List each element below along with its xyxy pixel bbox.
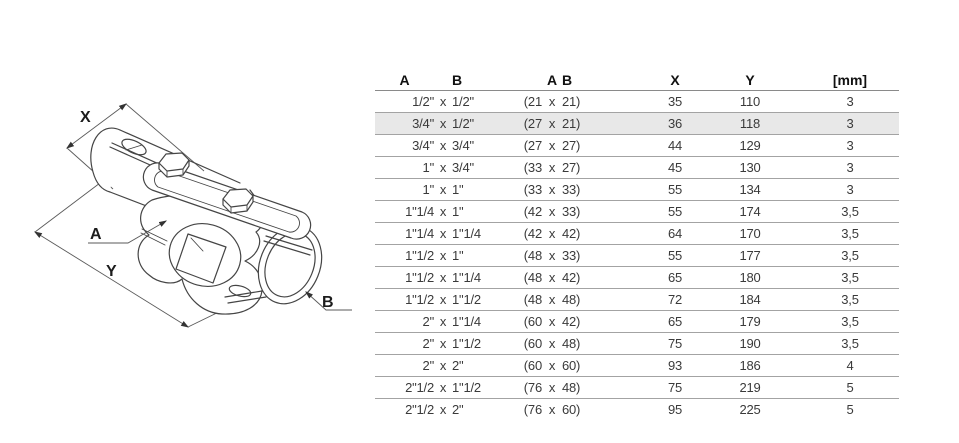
x-separator: x <box>439 380 447 395</box>
table-row <box>375 113 899 135</box>
wall-thickness: 3,5 <box>841 248 859 263</box>
dim-x: 44 <box>667 138 683 153</box>
size-b-mm: 27) <box>562 160 581 175</box>
x-separator: x <box>439 182 447 197</box>
size-b-inch: 3/4" <box>452 138 474 153</box>
dim-x: 45 <box>667 160 683 175</box>
x-separator: x <box>548 358 556 373</box>
x-separator: x <box>439 336 447 351</box>
wall-thickness: 3,5 <box>841 226 859 241</box>
dimension-label-y: Y <box>106 263 117 280</box>
dim-x: 55 <box>667 248 683 263</box>
dim-y: 130 <box>739 160 761 175</box>
dim-x: 75 <box>667 336 683 351</box>
x-separator: x <box>548 204 556 219</box>
size-a-inch: 1"1/4 <box>405 226 434 241</box>
wall-thickness: 3,5 <box>841 336 859 351</box>
x-separator: x <box>548 116 556 131</box>
size-a-mm: (60 <box>523 358 542 373</box>
x-separator: x <box>548 160 556 175</box>
wall-thickness: 3 <box>846 138 854 153</box>
table-row <box>375 311 899 333</box>
size-b-inch: 1"1/2 <box>452 380 481 395</box>
dimension-label-x: X <box>80 109 91 126</box>
dim-y: 179 <box>739 314 761 329</box>
x-separator: x <box>439 116 447 131</box>
table-row <box>375 333 899 355</box>
size-b-mm: 27) <box>562 138 581 153</box>
dim-y: 180 <box>739 270 761 285</box>
wall-thickness: 3,5 <box>841 292 859 307</box>
size-a-mm: (21 <box>523 94 542 109</box>
size-a-mm: (48 <box>523 248 542 263</box>
x-separator: x <box>548 402 556 417</box>
wall-thickness: 3,5 <box>841 204 859 219</box>
dim-x: 64 <box>667 226 683 241</box>
table-row <box>375 289 899 311</box>
table-row <box>375 179 899 201</box>
size-a-inch: 3/4" <box>412 138 434 153</box>
end-label-a: A <box>90 226 102 243</box>
dim-x: 75 <box>667 380 683 395</box>
table-row <box>375 223 899 245</box>
size-table-header <box>375 60 899 91</box>
size-a-inch: 1"1/2 <box>405 292 434 307</box>
cell-gap <box>770 267 801 288</box>
size-b-inch: 2" <box>452 358 464 373</box>
size-b-inch: 1" <box>452 182 464 197</box>
size-table <box>375 60 899 420</box>
size-b-mm: 48) <box>562 380 581 395</box>
size-a-mm: (60 <box>523 314 542 329</box>
x-separator: x <box>548 380 556 395</box>
hex-bolt-right <box>223 189 253 213</box>
cell-gap <box>770 135 801 156</box>
wall-thickness: 3 <box>846 160 854 175</box>
wall-thickness: 3,5 <box>841 270 859 285</box>
col-header-thickness: [mm] <box>832 72 868 88</box>
size-b-mm: 42) <box>562 270 581 285</box>
size-a-mm: (76 <box>523 402 542 417</box>
dim-x: 55 <box>667 204 683 219</box>
x-separator: x <box>548 248 556 263</box>
x-separator: x <box>548 314 556 329</box>
size-b-mm: 21) <box>562 94 581 109</box>
dim-x: 72 <box>667 292 683 307</box>
size-a-inch: 2" <box>422 336 434 351</box>
x-separator: x <box>439 138 447 153</box>
x-separator: x <box>548 182 556 197</box>
cell-gap <box>770 333 801 354</box>
dim-y: 190 <box>739 336 761 351</box>
cell-gap <box>770 157 801 178</box>
dim-y: 118 <box>739 116 761 131</box>
x-separator: x <box>548 270 556 285</box>
cell-gap <box>770 377 801 398</box>
size-a-inch: 1"1/4 <box>405 204 434 219</box>
size-b-inch: 1"1/4 <box>452 226 481 241</box>
dim-x: 95 <box>667 402 683 417</box>
dim-x: 55 <box>667 182 683 197</box>
x-separator: x <box>439 248 447 263</box>
size-a-mm: (48 <box>523 270 542 285</box>
dim-y: 184 <box>739 292 761 307</box>
x-separator: x <box>548 292 556 307</box>
x-separator: x <box>439 160 447 175</box>
cell-gap <box>770 399 801 420</box>
size-a-inch: 1"1/2 <box>405 248 434 263</box>
dim-x: 35 <box>667 94 683 109</box>
dim-y: 225 <box>739 402 761 417</box>
dim-x: 65 <box>667 270 683 285</box>
size-a-inch: 1" <box>422 160 434 175</box>
wall-thickness: 5 <box>846 402 854 417</box>
size-b-inch: 1/2" <box>452 94 474 109</box>
dim-y: 170 <box>739 226 761 241</box>
table-row <box>375 355 899 377</box>
wall-thickness: 4 <box>846 358 854 373</box>
size-b-mm: 60) <box>562 358 581 373</box>
table-row <box>375 399 899 420</box>
x-separator: x <box>439 270 447 285</box>
col-header-x: X <box>670 72 680 88</box>
x-separator: x <box>439 226 447 241</box>
size-a-mm: (42 <box>523 204 542 219</box>
size-b-inch: 1"1/4 <box>452 270 481 285</box>
wall-thickness: 3 <box>846 182 854 197</box>
clamp-technical-drawing <box>0 0 375 443</box>
cell-gap <box>770 355 801 376</box>
cell-gap <box>770 113 801 134</box>
col-header-y: Y <box>745 72 755 88</box>
wall-thickness: 5 <box>846 380 854 395</box>
size-a-inch: 3/4" <box>412 116 434 131</box>
dim-y: 110 <box>739 94 761 109</box>
cell-gap <box>770 311 801 332</box>
x-separator: x <box>548 336 556 351</box>
wall-thickness: 3 <box>846 116 854 131</box>
wall-thickness: 3,5 <box>841 314 859 329</box>
col-header-a-mm: A <box>546 72 558 88</box>
x-separator: x <box>548 94 556 109</box>
cell-gap <box>770 201 801 222</box>
table-row <box>375 157 899 179</box>
size-a-inch: 2" <box>422 358 434 373</box>
size-b-inch: 1" <box>452 204 464 219</box>
size-b-mm: 33) <box>562 182 581 197</box>
dim-x: 93 <box>667 358 683 373</box>
size-a-inch: 2"1/2 <box>405 380 434 395</box>
size-a-mm: (33 <box>523 160 542 175</box>
col-header-b-inch: B <box>452 72 463 88</box>
size-a-inch: 2" <box>422 314 434 329</box>
size-b-inch: 1"1/2 <box>452 292 481 307</box>
dim-y: 134 <box>739 182 761 197</box>
size-b-inch: 1" <box>452 248 464 263</box>
wall-thickness: 3 <box>846 94 854 109</box>
size-b-mm: 48) <box>562 292 581 307</box>
end-label-b: B <box>322 294 334 311</box>
dim-y: 129 <box>739 138 761 153</box>
size-a-inch: 1" <box>422 182 434 197</box>
x-separator: x <box>439 94 447 109</box>
size-b-inch: 1/2" <box>452 116 474 131</box>
size-b-inch: 1"1/4 <box>452 314 481 329</box>
x-separator: x <box>548 138 556 153</box>
size-a-inch: 2"1/2 <box>405 402 434 417</box>
size-a-mm: (76 <box>523 380 542 395</box>
x-separator: x <box>439 204 447 219</box>
col-header-a-inch: A <box>399 72 410 88</box>
size-a-mm: (33 <box>523 182 542 197</box>
cell-gap <box>770 289 801 310</box>
size-a-mm: (27 <box>523 138 542 153</box>
cell-gap <box>770 91 801 112</box>
size-a-mm: (42 <box>523 226 542 241</box>
size-b-inch: 1"1/2 <box>452 336 481 351</box>
size-a-inch: 1/2" <box>412 94 434 109</box>
x-separator: x <box>439 358 447 373</box>
dim-y: 219 <box>739 380 761 395</box>
size-b-mm: 33) <box>562 204 581 219</box>
size-b-inch: 2" <box>452 402 464 417</box>
size-b-mm: 48) <box>562 336 581 351</box>
table-row <box>375 377 899 399</box>
size-b-mm: 21) <box>562 116 581 131</box>
table-row <box>375 201 899 223</box>
size-b-mm: 33) <box>562 248 581 263</box>
size-a-mm: (27 <box>523 116 542 131</box>
size-b-mm: 60) <box>562 402 581 417</box>
size-a-mm: (60 <box>523 336 542 351</box>
x-separator: x <box>548 226 556 241</box>
dim-y: 174 <box>739 204 761 219</box>
clamp-body <box>91 128 333 314</box>
size-b-mm: 42) <box>562 226 581 241</box>
size-a-mm: (48 <box>523 292 542 307</box>
table-row <box>375 245 899 267</box>
table-row <box>375 135 899 157</box>
size-table-body <box>375 91 899 420</box>
size-b-inch: 3/4" <box>452 160 474 175</box>
table-row <box>375 91 899 113</box>
dim-x: 36 <box>667 116 683 131</box>
x-separator: x <box>439 314 447 329</box>
cell-gap <box>770 179 801 200</box>
table-row <box>375 267 899 289</box>
size-b-mm: 42) <box>562 314 581 329</box>
dim-y: 177 <box>739 248 761 263</box>
dim-x: 65 <box>667 314 683 329</box>
dim-y: 186 <box>739 358 761 373</box>
hex-bolt-left <box>159 153 189 177</box>
x-separator: x <box>439 292 447 307</box>
cell-gap <box>770 223 801 244</box>
col-header-b-mm: B <box>562 72 573 88</box>
size-a-inch: 1"1/2 <box>405 270 434 285</box>
cell-gap <box>770 245 801 266</box>
x-separator: x <box>439 402 447 417</box>
